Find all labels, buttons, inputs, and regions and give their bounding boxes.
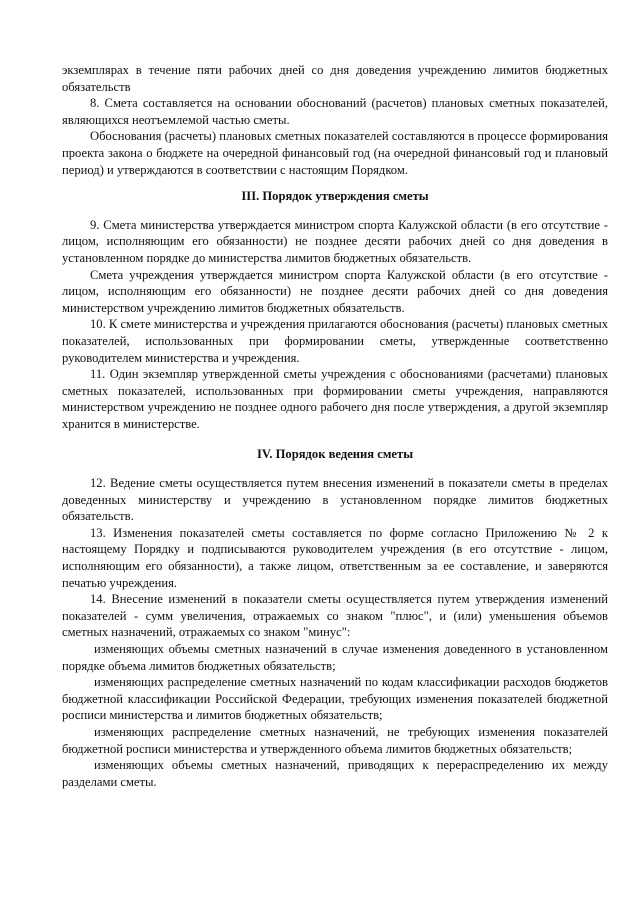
list-item: изменяющих распределение сметных назначений, не требующих изменения показателей бюджетной росписи министерства и утвержденного объема лимитов бюджетных обязательств;: [62, 724, 608, 756]
paragraph-12: 12. Ведение сметы осуществляется путем внесения изменений в показатели сметы в пределах доведенных министерству и учреждению в установленном порядке лимитов бюджетных обязательств.: [62, 476, 608, 524]
paragraph-9: 9. Смета министерства утверждается министром спорта Калужской области (в его отсутствие - лицом, исполняющим его обязанности) не позднее десяти рабочих дней со дня доведения в установленном порядке до министерства лимитов бюджетных обязательств.: [62, 217, 608, 265]
list-item: изменяющих объемы сметных назначений в случае изменения доведенного в установленном порядке объема лимитов бюджетных обязательств;: [62, 642, 608, 673]
list-item: изменяющих объемы сметных назначений, приводящих к перераспределению их между разделами сметы.: [62, 758, 608, 789]
paragraph-justifications: Обоснования (расчеты) плановых сметных показателей составляются в процессе формирования проекта закона о бюджете на очередной финансовый год (на очередной финансовый год и плановый период) и утверждаются в соответствии с настоящим Порядком.: [62, 129, 608, 177]
paragraph-13: 13. Изменения показателей сметы составляется по форме согласно Приложению № 2 к настоящему Порядку и подписываются руководителем учреждения (в его отсутствие - лицом, исполняющим его обязанности), а также лицом, ответственным за ее составление, и заверяются печатью учреждения.: [62, 525, 608, 590]
paragraph-9-institution: Смета учреждения утверждается министром спорта Калужской области (в его отсутствие - лицом, исполняющим его обязанности) не позднее десяти рабочих дней со дня доведения министерством учреждению лимитов бюджетных обязательств.: [62, 267, 608, 315]
continuation-paragraph: экземплярах в течение пяти рабочих дней со дня доведения учреждению лимитов бюджетных обязательств: [62, 63, 608, 94]
paragraph-8: 8. Смета составляется на основании обоснований (расчетов) плановых сметных показателей, являющихся неотъемлемой частью сметы.: [62, 96, 608, 127]
paragraph-14: 14. Внесение изменений в показатели сметы осуществляется путем утверждения изменений показателей - сумм увеличения, отражаемых со знаком "плюс", и (или) уменьшения объемов сметных назначений, отражаемых со знаком "минус":: [62, 592, 608, 640]
section-heading-iv: IV. Порядок ведения сметы: [256, 447, 414, 462]
section-heading-iii: III. Порядок утверждения сметы: [241, 189, 429, 204]
list-item: изменяющих распределение сметных назначений по кодам классификации расходов бюджетов бюджетной классификации Российской Федерации, требующих изменения показателей бюджетной росписи министерства и лимитов бюджетных обязательств;: [62, 675, 608, 723]
paragraph-11: 11. Один экземпляр утвержденной сметы учреждения с обоснованиями (расчетами) плановых сметных показателей, использованных при формировании сметы учреждения, направляются министерством учреждению не позднее одного рабочего дня после утверждения, а другой экземпляр хранится в министерстве.: [62, 367, 608, 431]
document-page: [62, 62, 608, 790]
paragraph-10: 10. К смете министерства и учреждения прилагаются обоснования (расчеты) плановых сметных показателей, использованных при формировании сметы, утвержденные соответственно руководителем министерства и учреждения.: [62, 317, 609, 365]
